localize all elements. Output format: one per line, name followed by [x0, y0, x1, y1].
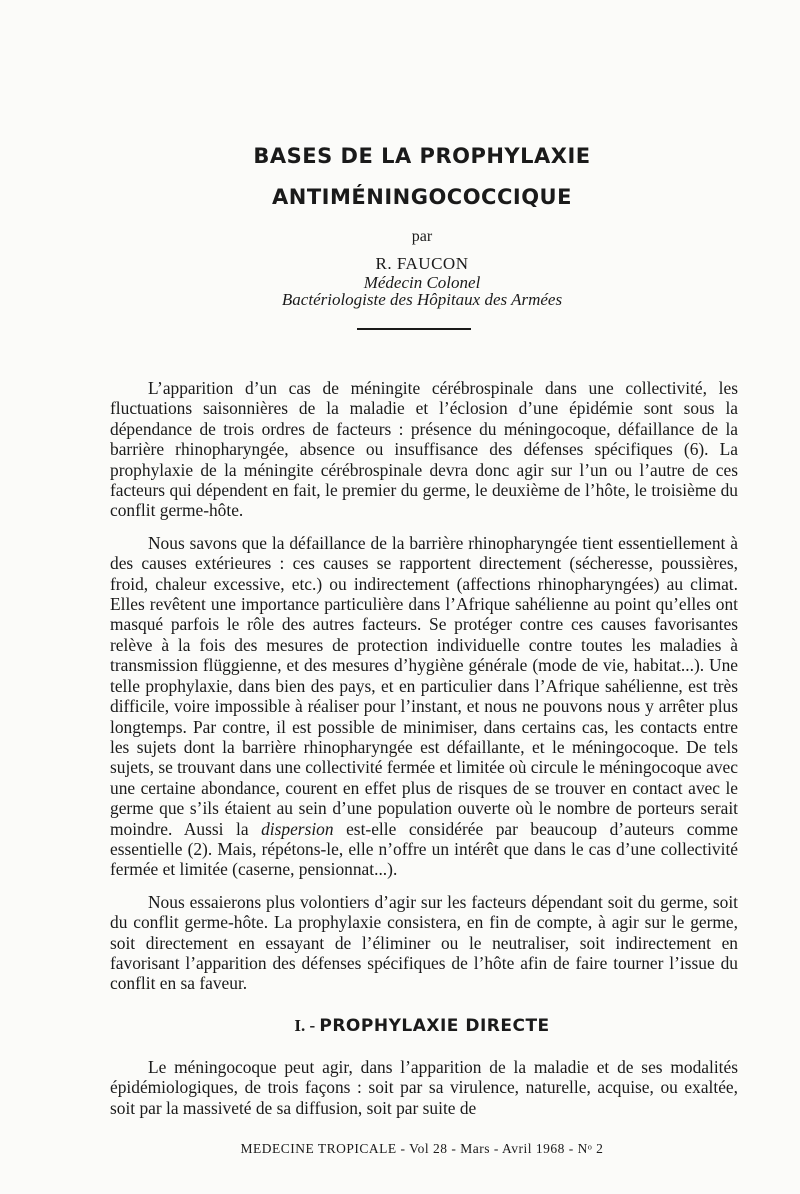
author-role-1: Médecin Colonel: [363, 273, 481, 292]
article-title-line-1: BASES DE LA PROPHYLAXIE: [253, 144, 591, 168]
section-title: PROPHYLAXIE DIRECTE: [319, 1016, 550, 1036]
section-heading: [0, 1016, 800, 1036]
paragraph-3: Nous essaierons plus volontiers d’agir sur les facteurs dépendant soit du germe, soit du conflit germe-hôte. La prophylaxie consistera, en fin de compte, à agir sur le germe, soit directement en essayant de l’éliminer ou le neutraliser, soit indirectement en favorisant l’apparition des défenses spécifiques de l’hôte afin de faire tourner l’issue du conflit en sa faveur.: [110, 891, 738, 994]
paragraph-2-part-a: Nous savons que la défaillance de la barrière rhinopharyngée tient essentiellement à des causes extérieures : ces causes se rapportent directement (sécheresse, poussières, froid, chaleur excessive, etc.) ou indirectement (affections rhinopharyngées) au climat. Elles revêtent une importance particulière dans l’Afrique sahélienne au point qu’elles ont masqué parfois le rôle des autres facteurs. Se protéger contre ces causes favorisantes relève à la fois des mesures de protection individuelle contre toutes les maladies à transmission flüggienne, et des mesures d’hygiène générale (mode de vie, habitat...). Une telle prophylaxie, dans bien des pays, et en particulier dans l’Afrique sahélienne, est très difficile, voire impossible à réaliser pour l’instant, et nous ne pouvons nous y arrêter plus longtemps. Par contre, il est possible de minimiser, dans certains cas, les contacts entre les sujets dont la barrière rhinopharyngée est défaillante, et le méningocoque. De tels sujets, se trouvant dans une collectivité fermée et limitée où circule le méningocoque avec une certaine abondance, courent en effet plus de risques de se trouver en contact avec le germe que s’ils étaient au sein d’une population ouverte où le nombre de porteurs serait moindre. Aussi la: [110, 532, 738, 839]
author-name: R. FAUCON: [375, 254, 469, 273]
title-divider: [357, 328, 471, 330]
byline-par: par: [411, 228, 433, 245]
article-title-line-2: ANTIMÉNINGOCOCCIQUE: [272, 185, 572, 209]
paragraph-2-part-b: est-elle considérée par beaucoup d’auteurs comme essentielle (2). Mais, répétons-le, elle n’offre un intérêt que dans le cas d’une collectivité fermée et limitée (caserne, pensionnat...).: [110, 818, 738, 880]
paragraph-2: [110, 533, 738, 880]
section-number: I. -: [294, 1016, 316, 1035]
paragraph-4: Le méningocoque peut agir, dans l’apparition de la maladie et de ses modalités épidémiologiques, de trois façons : soit par sa virulence, naturelle, acquise, ou exaltée, soit par la massiveté de sa diffusion, soit par suite de: [110, 1057, 738, 1118]
intro-text-block: [110, 378, 738, 994]
author-role-2: Bactériologiste des Hôpitaux des Armées: [281, 290, 563, 309]
paragraph-2-emphasis: dispersion: [261, 818, 334, 839]
paragraph-1: L’apparition d’un cas de méningite cérébrospinale dans une collectivité, les fluctuations saisonnières de la maladie et l’éclosion d’une épidémie sont sous la dépendance de trois ordres de facteurs : présence du méningocoque, défaillance de la barrière rhinopharyngée, absence ou insuffisance des défenses spécifiques (6). La prophylaxie de la méningite cérébrospinale devra donc agir sur l’un ou l’autre de ces facteurs qui dépendent en fait, le premier du germe, le deuxième de l’hôte, le troisième du conflit germe-hôte.: [110, 378, 738, 521]
journal-footer: MEDECINE TROPICALE - Vol 28 - Mars - Avril 1968 - Nᵒ 2: [240, 1141, 604, 1156]
section-text-block: [110, 1057, 738, 1118]
